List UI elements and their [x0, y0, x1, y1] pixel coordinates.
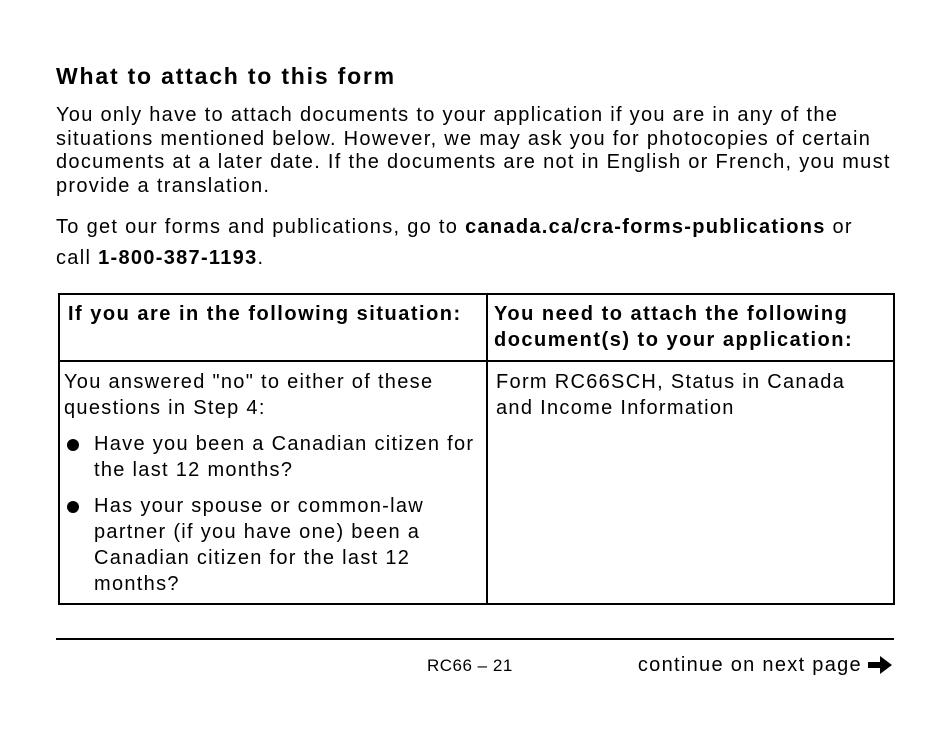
phone-number: 1-800-387-1193 — [98, 247, 258, 269]
page-number: RC66 – 21 — [427, 656, 513, 675]
page — [56, 60, 894, 595]
contact-paragraph — [56, 212, 894, 274]
question-text: Has your spouse or common-law partner (if you have one) been a Canadian citizen for the last 12 months? — [94, 495, 425, 595]
contact-prefix: To get our forms and publications, go to — [56, 216, 466, 238]
continue-link[interactable] — [638, 653, 894, 677]
table-row — [59, 361, 894, 604]
footer-divider — [56, 638, 894, 640]
situation-cell — [59, 361, 487, 604]
bullet-icon — [67, 501, 79, 513]
continue-label: continue on next page — [637, 653, 862, 676]
contact-middle: or call — [56, 216, 853, 269]
question-text: Have you been a Canadian citizen for the last 12 months? — [94, 433, 475, 481]
situation-intro: You answered "no" to either of these questions in Step 4: — [64, 371, 434, 419]
arrow-right-icon — [866, 653, 894, 677]
intro-paragraph: You only have to attach documents to your application if you are in any of the situations mentioned below. However, we may ask you for photocopies of certain documents at a later date. If the documents are not in English or French, you must provide a translation. — [56, 104, 891, 197]
forms-url-link[interactable]: canada.ca/cra-forms-publications — [465, 216, 826, 238]
question-list — [64, 431, 482, 597]
situation-header: If you are in the following situation: — [59, 294, 487, 361]
bullet-icon — [67, 439, 79, 451]
list-item — [64, 431, 482, 483]
table-header-row — [59, 294, 894, 361]
documents-header: You need to attach the following document(s) to your application: — [487, 294, 894, 361]
contact-suffix: . — [257, 247, 265, 269]
list-item — [64, 493, 482, 597]
page-title: What to attach to this form — [56, 63, 396, 89]
documents-cell: Form RC66SCH, Status in Canada and Income Information — [487, 361, 894, 604]
attachment-table — [58, 293, 895, 605]
